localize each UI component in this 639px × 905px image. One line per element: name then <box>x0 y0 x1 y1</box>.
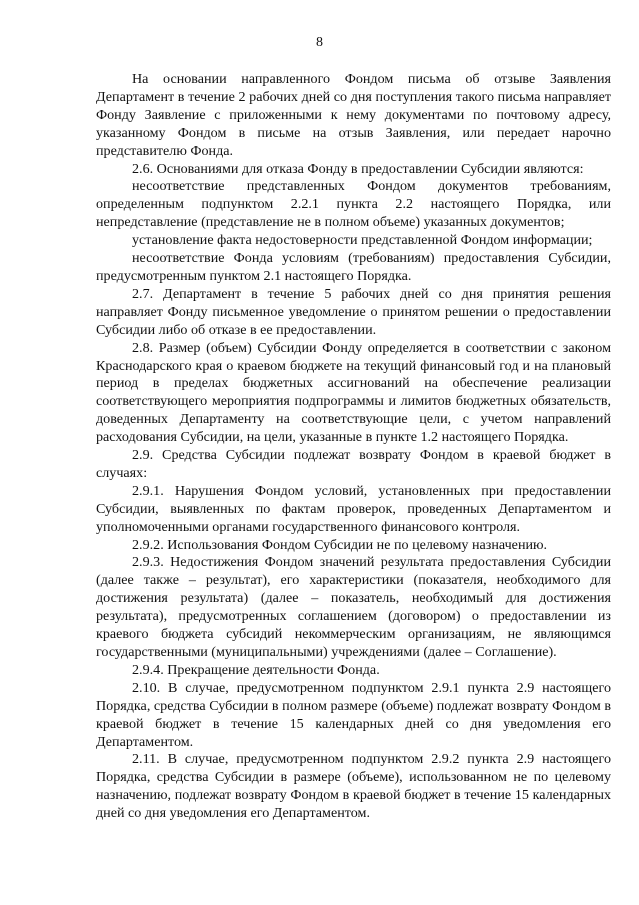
paragraph-2-10-full-return: 2.10. В случае, предусмотренном подпунктом 2.9.1 пункта 2.9 настоящего Порядка, средства Субсидии в полном размере (объеме) подлежат возврату Фондом в краевой бюджет в течение 15 календарных дней со дня уведомления его Департаментом. <box>96 679 611 750</box>
paragraph-2-7-notification: 2.7. Департамент в течение 5 рабочих дней со дня принятия решения направляет Фонду письменное уведомление о принятом решении о предоставлении Субсидии либо об отказе в ее предоставлении. <box>96 285 611 338</box>
paragraph-2-9-3-results: 2.9.3. Недостижения Фондом значений результата предоставления Субсидии (далее также – результат), его характеристики (показателя, необходимого для достижения результата) (далее – показатель, необходимый для достижения результата), предусмотренных соглашением (договором) о предоставлении из краевого бюджета субсидий некоммерческим организациям, не являющимся государственными (муниципальными) учреждениями (далее – Соглашение). <box>96 554 611 660</box>
page-number: 8 <box>316 35 323 50</box>
paragraph-withdrawal-return: На основании направленного Фондом письма об отзыве Заявления Департамент в течение 2 рабочих дней со дня поступления такого письма направляет Фонду Заявление с приложенными к нему документами по почтовому адресу, указанному Фондом в письме на отзыв Заявления, или передает нарочно представителю Фонда. <box>96 71 611 159</box>
paragraph-2-6-refusal-grounds: 2.6. Основаниями для отказа Фонду в предоставлении Субсидии являются: <box>132 160 584 177</box>
paragraph-refusal-false-info: установление факта недостоверности представленной Фондом информации; <box>132 232 593 249</box>
paragraph-2-9-return-cases: 2.9. Средства Субсидии подлежат возврату Фондом в краевой бюджет в случаях: <box>96 447 611 481</box>
paragraph-2-8-subsidy-amount: 2.8. Размер (объем) Субсидии Фонду определяется в соответствии с законом Краснодарского края о краевом бюджете на текущий финансовый год и на плановый период в пределах бюджетных ассигнований на обеспечение реализации соответствующего мероприятия подпрограммы и лимитов бюджетных обязательств, доведенных Департаменту на соответствующие цели, с учетом направлений расходования Субсидии, на цели, указанные в пункте 1.2 настоящего Порядка. <box>96 339 611 446</box>
paragraph-refusal-documents: несоответствие представленных Фондом документов требованиям, определенным подпунктом 2.2.1 пункта 2.2 настоящего Порядка, или непредставление (представление не в полном объеме) указанных документов; <box>96 178 611 231</box>
document-body <box>96 71 611 823</box>
paragraph-2-11-partial-return: 2.11. В случае, предусмотренном подпунктом 2.9.2 пункта 2.9 настоящего Порядка, средства Субсидии в размере (объеме), использованном не по целевому назначению, подлежат возврату Фондом в краевой бюджет в течение 15 календарных дней со дня уведомления его Департаментом. <box>96 751 611 822</box>
paragraph-2-9-4-termination: 2.9.4. Прекращение деятельности Фонда. <box>132 661 380 678</box>
paragraph-2-9-2-misuse: 2.9.2. Использования Фондом Субсидии не по целевому назначению. <box>132 536 548 553</box>
paragraph-2-9-1-violations: 2.9.1. Нарушения Фондом условий, установленных при предоставлении Субсидии, выявленных по фактам проверок, проведенных Департаментом и уполномоченными органами государственного финансового контроля. <box>96 482 611 535</box>
paragraph-refusal-requirements: несоответствие Фонда условиям (требованиям) предоставления Субсидии, предусмотренным пунктом 2.1 настоящего Порядка. <box>96 250 611 284</box>
